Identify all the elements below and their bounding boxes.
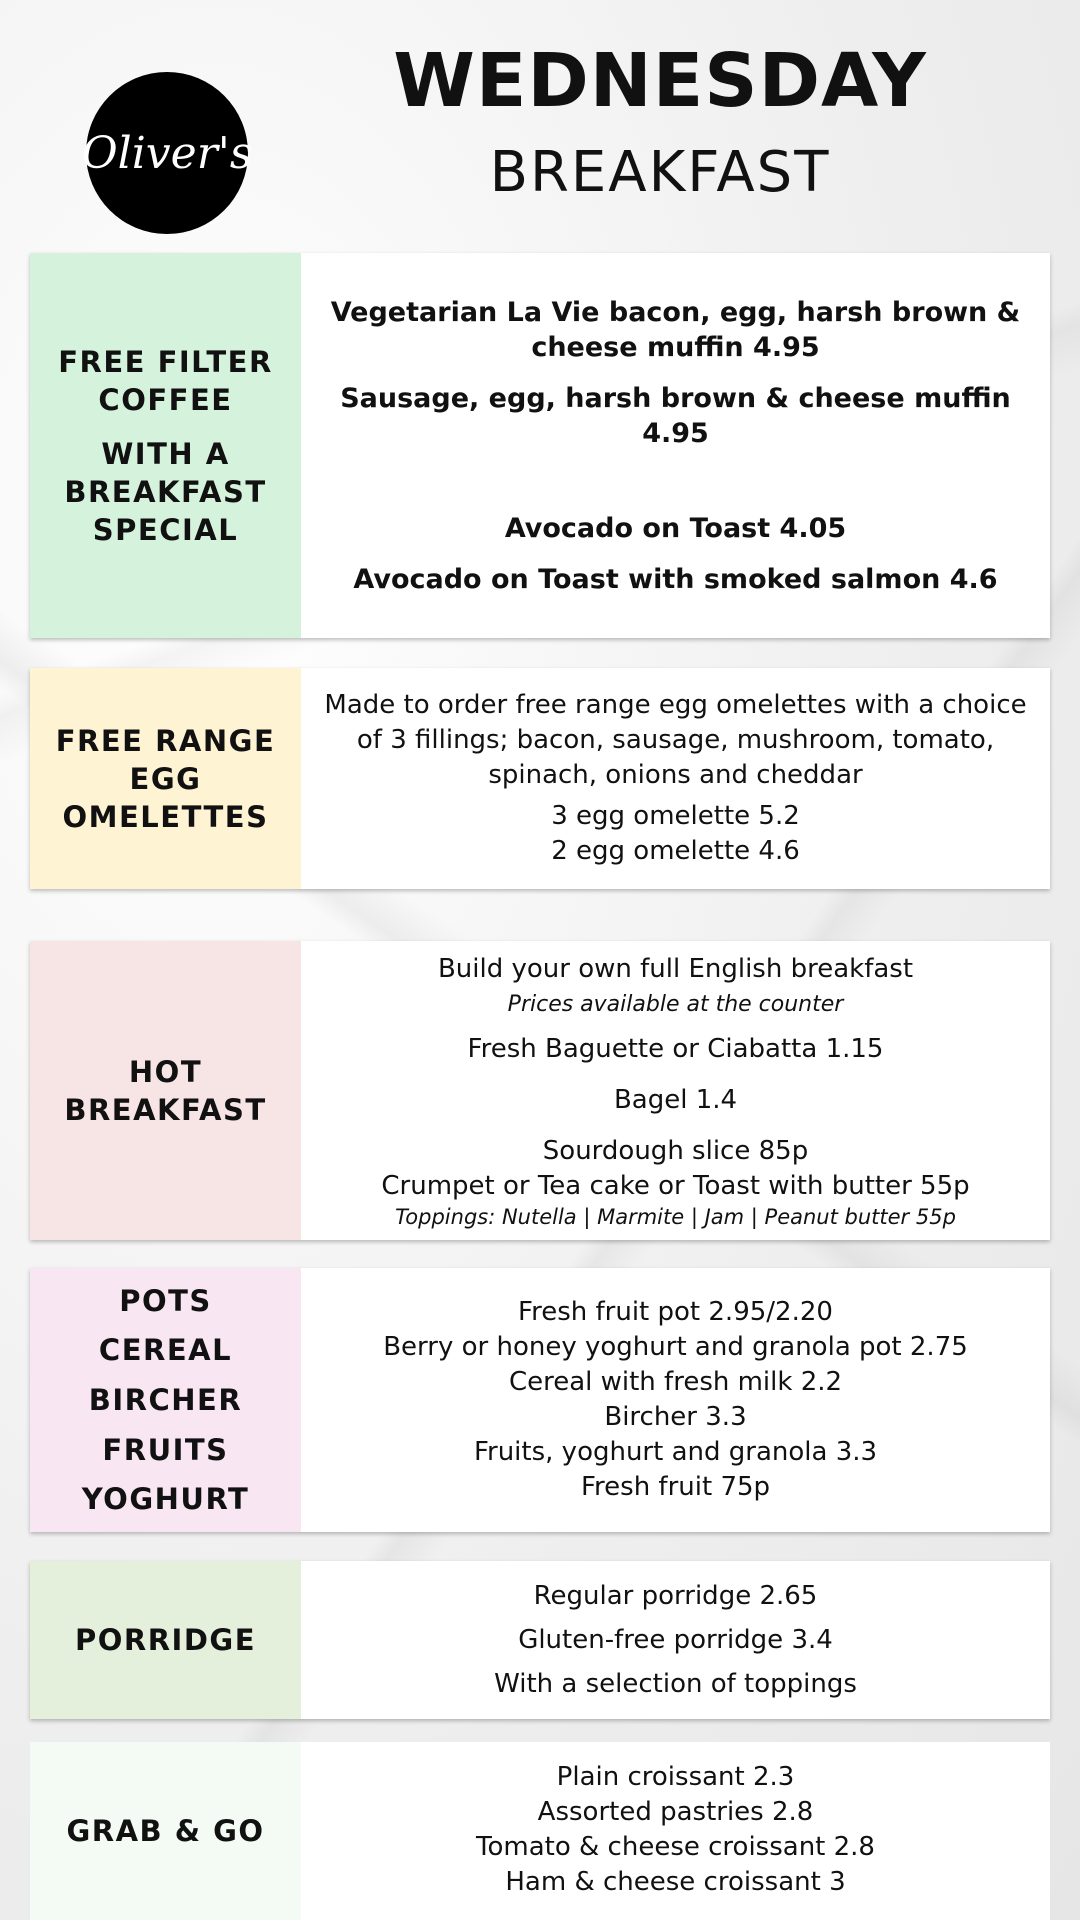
page-title-meal: BREAKFAST (489, 140, 831, 205)
logo-text: Oliver's (81, 127, 253, 179)
label-line: GRAB & GO (66, 1814, 265, 1848)
section-label (30, 253, 301, 638)
menu-item: With a selection of toppings (494, 1669, 857, 1699)
label-line: BIRCHER (88, 1382, 243, 1417)
section-label (30, 668, 301, 889)
label-line: COFFEE (98, 382, 233, 417)
menu-item: Sausage, egg, harsh brown & cheese muffin 4.95 (340, 382, 1011, 449)
section-label (30, 1561, 301, 1719)
label-line: CEREAL (98, 1333, 233, 1368)
section-items (301, 1268, 1050, 1532)
menu-item: Cereal with fresh milk 2.2 (508, 1367, 843, 1397)
section-items (301, 253, 1050, 638)
label-line: YOGHURT (81, 1482, 250, 1517)
menu-item: Avocado on Toast 4.05 (504, 512, 847, 544)
label-line: OMELETTES (62, 799, 269, 834)
menu-item: 3 egg omelette 5.2 (551, 801, 800, 831)
section-grab-and-go (30, 1742, 1050, 1920)
section-items (301, 668, 1050, 889)
label-line: HOT (128, 1054, 203, 1089)
section-breakfast-special (30, 253, 1050, 638)
menu-item: Fresh fruit 75p (580, 1472, 771, 1502)
menu-note: Toppings: Nutella | Marmite | Jam | Peanut butter 55p (395, 1204, 956, 1229)
menu-item: Vegetarian La Vie bacon, egg, harsh brown & cheese muffin 4.95 (330, 296, 1021, 363)
label-line: BREAKFAST (64, 474, 267, 509)
label-line: PORRIDGE (74, 1623, 257, 1657)
menu-item: Bagel 1.4 (613, 1084, 738, 1115)
page-title-day: WEDNESDAY (393, 38, 927, 124)
section-items (301, 1561, 1050, 1719)
menu-item: Gluten-free porridge 3.4 (518, 1625, 833, 1655)
label-line: SPECIAL (92, 512, 239, 547)
section-label (30, 1742, 301, 1920)
menu-item: Regular porridge 2.65 (533, 1581, 818, 1611)
label-line: POTS (119, 1283, 212, 1318)
label-line: EGG (129, 761, 202, 796)
menu-item: Fresh Baguette or Ciabatta 1.15 (467, 1033, 884, 1064)
menu-item: Assorted pastries 2.8 (537, 1797, 814, 1827)
menu-note: Prices available at the counter (507, 991, 844, 1017)
section-label (30, 941, 301, 1240)
section-items (301, 941, 1050, 1240)
menu-item: Crumpet or Tea cake or Toast with butter 55p (381, 1170, 970, 1201)
menu-item: Berry or honey yoghurt and granola pot 2.75 (383, 1332, 968, 1362)
menu-item: Ham & cheese croissant 3 (505, 1867, 846, 1897)
menu-item: Fruits, yoghurt and granola 3.3 (473, 1437, 878, 1467)
section-label (30, 1268, 301, 1532)
section-omelettes (30, 668, 1050, 889)
label-line: FREE FILTER (58, 344, 273, 379)
menu-item: Bircher 3.3 (604, 1402, 747, 1432)
label-line: BREAKFAST (64, 1092, 267, 1127)
section-items (301, 1742, 1050, 1920)
menu-item: 2 egg omelette 4.6 (551, 836, 800, 866)
menu-description: Made to order free range egg omelettes with a choice of 3 fillings; bacon, sausage, mushroom, tomato, spinach, onions and cheddar (324, 690, 1027, 790)
section-porridge (30, 1561, 1050, 1719)
menu-item: Build your own full English breakfast (437, 953, 914, 984)
menu-item: Avocado on Toast with smoked salmon 4.6 (353, 563, 998, 595)
menu-item: Sourdough slice 85p (542, 1135, 809, 1166)
menu-item: Fresh fruit pot 2.95/2.20 (518, 1297, 833, 1327)
menu-item: Tomato & cheese croissant 2.8 (476, 1832, 875, 1862)
label-line: FRUITS (102, 1432, 229, 1467)
section-pots-cereal (30, 1268, 1050, 1532)
menu-item: Plain croissant 2.3 (556, 1762, 795, 1792)
logo (81, 72, 253, 234)
label-line: FREE RANGE (55, 723, 276, 758)
label-line: WITH A (101, 436, 230, 471)
section-hot-breakfast (30, 941, 1050, 1240)
